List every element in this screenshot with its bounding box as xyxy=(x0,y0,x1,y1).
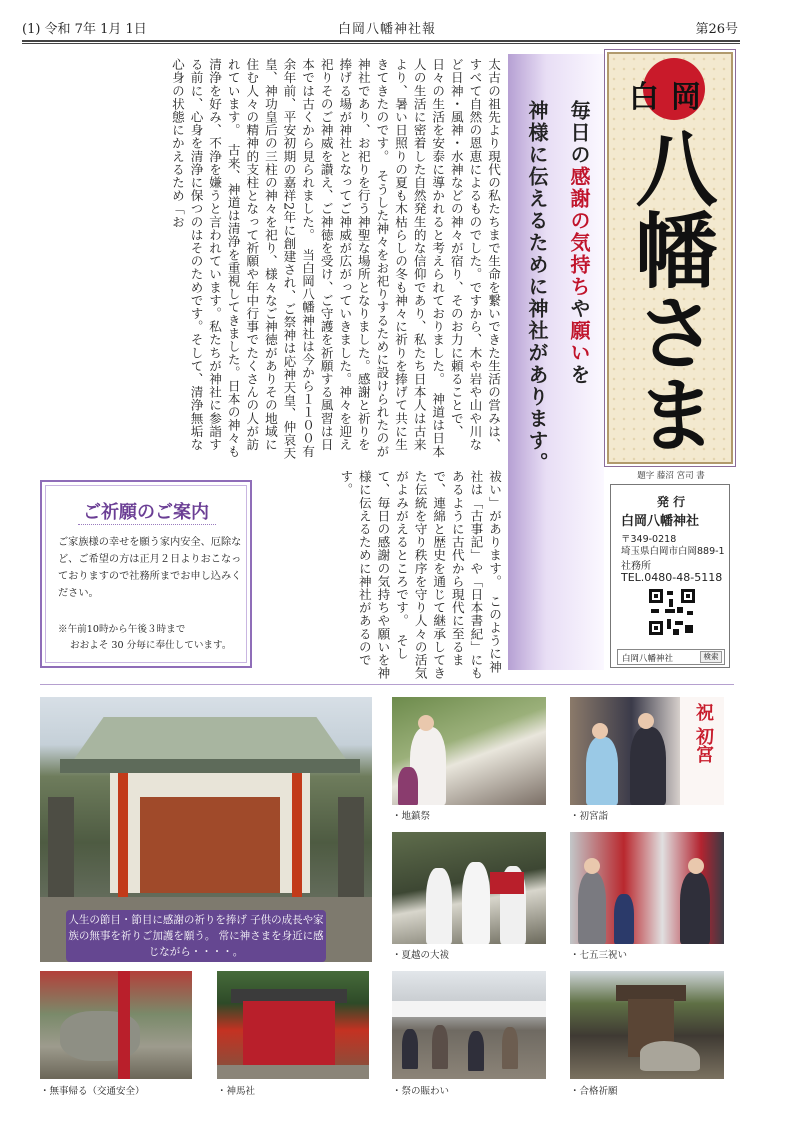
seal-text: 白岡 xyxy=(629,80,713,115)
title-credit: 題字 藤沼 宮司 書 xyxy=(637,471,705,481)
caption-festival: ・祭の賑わい xyxy=(392,1086,450,1097)
photo-traffic-safety xyxy=(40,971,192,1079)
caption-summer-purification: ・夏越の大祓 xyxy=(392,950,450,961)
photo-summer-purification xyxy=(392,832,546,944)
banner-red-wish: 願い xyxy=(567,320,591,364)
header-rule-thin xyxy=(22,43,740,44)
publisher-zip: 〒349-0218 xyxy=(621,534,677,545)
issue-number: 第26号 xyxy=(695,22,738,37)
banner-text-b: や xyxy=(567,298,591,320)
banner-line-2: 神様に伝えるために神社があります。 xyxy=(525,100,549,474)
publisher-heading: 発 行 xyxy=(656,495,686,509)
caption-exam-success: ・合格祈願 xyxy=(570,1086,618,1097)
header-rule xyxy=(22,40,740,42)
banner-text-c: を xyxy=(567,364,591,386)
caption-groundbreaking: ・地鎮祭 xyxy=(392,811,431,822)
newsletter-name: 白岡八幡神社報 xyxy=(337,22,436,37)
shrine-photo-caption: 人生の節目・節目に感謝の祈りを捧げ 子供の成長や家族の無事を祈りご加護を願う。 常に神さまを身近に感じながら・・・・。 xyxy=(66,910,326,962)
photo-groundbreaking xyxy=(392,697,546,805)
publisher-box xyxy=(610,484,730,668)
prayer-guide-box xyxy=(40,480,252,668)
issue-date: (1) 令和 7年 1月 1日 xyxy=(22,22,147,37)
banner-text-a: 毎日の xyxy=(567,100,591,166)
prayer-guide-body: ご家族様の幸せを願う家内安全、厄除など、ご希望の方は正月２日よりおこなっておりますので社務所までお申し込みください。 xyxy=(58,537,242,599)
search-query: 白岡八幡神社 xyxy=(622,654,674,664)
photo-festival xyxy=(392,971,546,1079)
banner-sign: 祝 初宮 xyxy=(693,703,714,764)
qr-code-icon[interactable] xyxy=(649,589,695,635)
page-header xyxy=(22,18,746,40)
search-button[interactable]: 検索 xyxy=(700,651,722,663)
publisher-tel: TEL.0480-48-5118 xyxy=(621,571,723,584)
prayer-interval-note: おおよそ 30 分毎に奉仕しています。 xyxy=(70,640,232,651)
caption-traffic-safety: ・無事帰る（交通安全） xyxy=(40,1086,145,1097)
title-underline xyxy=(78,524,216,525)
publisher-name: 白岡八幡神社 xyxy=(621,514,700,529)
prayer-guide-title: ご祈願のご案内 xyxy=(83,502,209,523)
prayer-hours-note: ※午前10時から午後３時まで xyxy=(58,624,186,635)
banner-red-gratitude: 感謝の気持ち xyxy=(567,166,591,298)
publisher-office: 社務所 xyxy=(621,561,651,572)
photo-shichigosan xyxy=(570,832,724,944)
article-text-lower: 祓い」があります。 このように神社は「古事記」や「日本書紀」にもあるように古代から現代に至るまで、連綿と歴史を通じて継承してきた伝統を守り秩序を守り人々の活気がよみがえるところです。 そして、毎日の感謝の気持ちや願いを神様に伝えるために神社があるのです。 xyxy=(338,470,502,680)
photo-horse-shrine xyxy=(217,971,369,1079)
photo-first-shrine-visit xyxy=(570,697,724,805)
caption-horse-shrine: ・神馬社 xyxy=(217,1086,256,1097)
banner-message xyxy=(510,100,600,620)
section-divider xyxy=(40,684,734,685)
photo-exam-success xyxy=(570,971,724,1079)
article-text-upper: 太古の祖先より現代の私たちまで生命を繋いできた生活の営みは、すべて自然の恩恵によるものでした。ですから、木や岩や山や川など日神・風神・水神などの神々が宿り、そのお力に頼ることで、日々の生活を安泰に導かれると考えられておりました。 神道は日本人の生活に密着した自然発生的な信仰であり、私たち日本人は古来より、暑い日照りの夏も木枯らしの冬も神々に祈りを捧げて共に生きてきたのです。 そうした神々をお祀りするために設けられたのが神社であり、お祀りを行う神聖な場所となりました。感謝と祈りを捧げる場が神社となってご神威が広がっていきました。神々を迎え祀りそのご神威を讃え、ご神徳を受け、ご守護を祈願する風習は日本では古くから見られました。 当白岡八幡神社は今から１１００有余年前、平安初期の嘉祥2年に創建され、ご祭神は応神天皇、仲哀天皇、神功皇后の三柱の神々を祀り、様々なご神徳がありその地域に住む人々の精神的支柱となって祈願や年中行事でたくさんの人が訪れています。 古来、神道は清浄を重視してきました。日本の神々も清浄を好み、不浄を嫌うと言われています。私たちが神社に参詣する前に、心身を清浄に保つのはそのためです。そして、清浄無垢な心身の状態にかえるため「お xyxy=(169,58,501,460)
caption-first-shrine-visit: ・初宮詣 xyxy=(570,811,609,822)
search-box[interactable] xyxy=(617,649,725,665)
caption-shichigosan: ・七五三祝い xyxy=(570,950,628,961)
publisher-address: 埼玉県白岡市白岡889-1 xyxy=(621,546,725,557)
page-title: 八幡さま xyxy=(622,126,718,454)
